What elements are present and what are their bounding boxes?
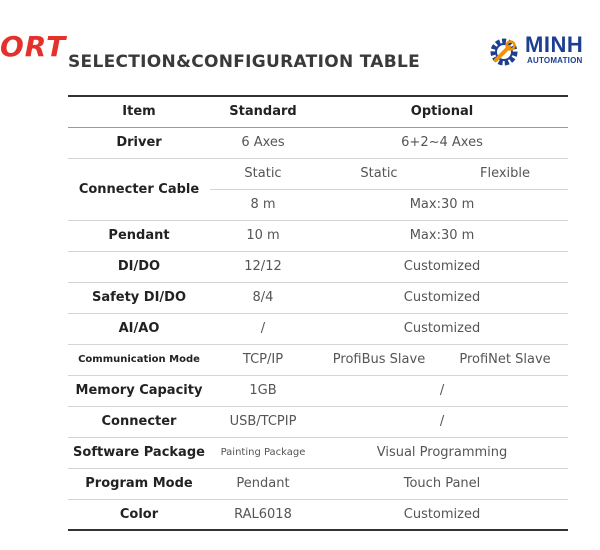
standard-value: 1GB	[210, 375, 316, 406]
optional-value: Customized	[316, 499, 568, 530]
page-title: SELECTION&CONFIGURATION TABLE	[68, 52, 421, 72]
row-label: Connecter	[68, 406, 210, 437]
table-row	[68, 282, 568, 313]
standard-value: 10 m	[210, 220, 316, 251]
table-row	[68, 406, 568, 437]
table-row	[68, 313, 568, 344]
header-optional: Optional	[316, 96, 568, 127]
standard-value: RAL6018	[210, 499, 316, 530]
optional-value: Customized	[316, 251, 568, 282]
header-standard: Standard	[210, 96, 316, 127]
row-label: DI/DO	[68, 251, 210, 282]
standard-value: USB/TCPIP	[210, 406, 316, 437]
optional-value: Flexible	[442, 158, 568, 189]
header-item: Item	[68, 96, 210, 127]
standard-value: /	[210, 313, 316, 344]
row-label: Memory Capacity	[68, 375, 210, 406]
gear-wrench-icon	[487, 34, 521, 68]
table-header-row	[68, 96, 568, 127]
row-label: Connecter Cable	[68, 158, 210, 220]
standard-value: Pendant	[210, 468, 316, 499]
row-label: Software Package	[68, 437, 210, 468]
table-row	[68, 127, 568, 158]
row-label: AI/AO	[68, 313, 210, 344]
optional-value: ProfiBus Slave	[316, 344, 442, 375]
table-row	[68, 437, 568, 468]
optional-value: Max:30 m	[316, 220, 568, 251]
company-logo	[487, 34, 600, 68]
optional-value: Visual Programming	[316, 437, 568, 468]
standard-value: Painting Package	[210, 437, 316, 468]
optional-value: Customized	[316, 282, 568, 313]
row-label: Safety DI/DO	[68, 282, 210, 313]
standard-value: Static	[210, 158, 316, 189]
optional-value: /	[316, 406, 568, 437]
brand-fragment: ORT	[0, 30, 67, 63]
standard-value: 8 m	[210, 189, 316, 220]
table-row	[68, 468, 568, 499]
optional-value: 6+2~4 Axes	[316, 127, 568, 158]
logo-text-primary: MINH	[525, 32, 584, 57]
row-label: Communication Mode	[68, 344, 210, 375]
table-row	[68, 344, 568, 375]
optional-value: /	[316, 375, 568, 406]
optional-value: ProfiNet Slave	[442, 344, 568, 375]
standard-value: 6 Axes	[210, 127, 316, 158]
table-row	[68, 499, 568, 530]
table-row	[68, 375, 568, 406]
standard-value: TCP/IP	[210, 344, 316, 375]
logo-text-secondary: AUTOMATION	[527, 56, 583, 65]
standard-value: 8/4	[210, 282, 316, 313]
optional-value: Customized	[316, 313, 568, 344]
optional-value: Touch Panel	[316, 468, 568, 499]
optional-value: Max:30 m	[316, 189, 568, 220]
row-label: Color	[68, 499, 210, 530]
row-label: Program Mode	[68, 468, 210, 499]
spec-table	[68, 95, 568, 531]
table-row	[68, 158, 568, 189]
row-label: Driver	[68, 127, 210, 158]
table-row	[68, 220, 568, 251]
optional-value: Static	[316, 158, 442, 189]
standard-value: 12/12	[210, 251, 316, 282]
table-row	[68, 251, 568, 282]
row-label: Pendant	[68, 220, 210, 251]
